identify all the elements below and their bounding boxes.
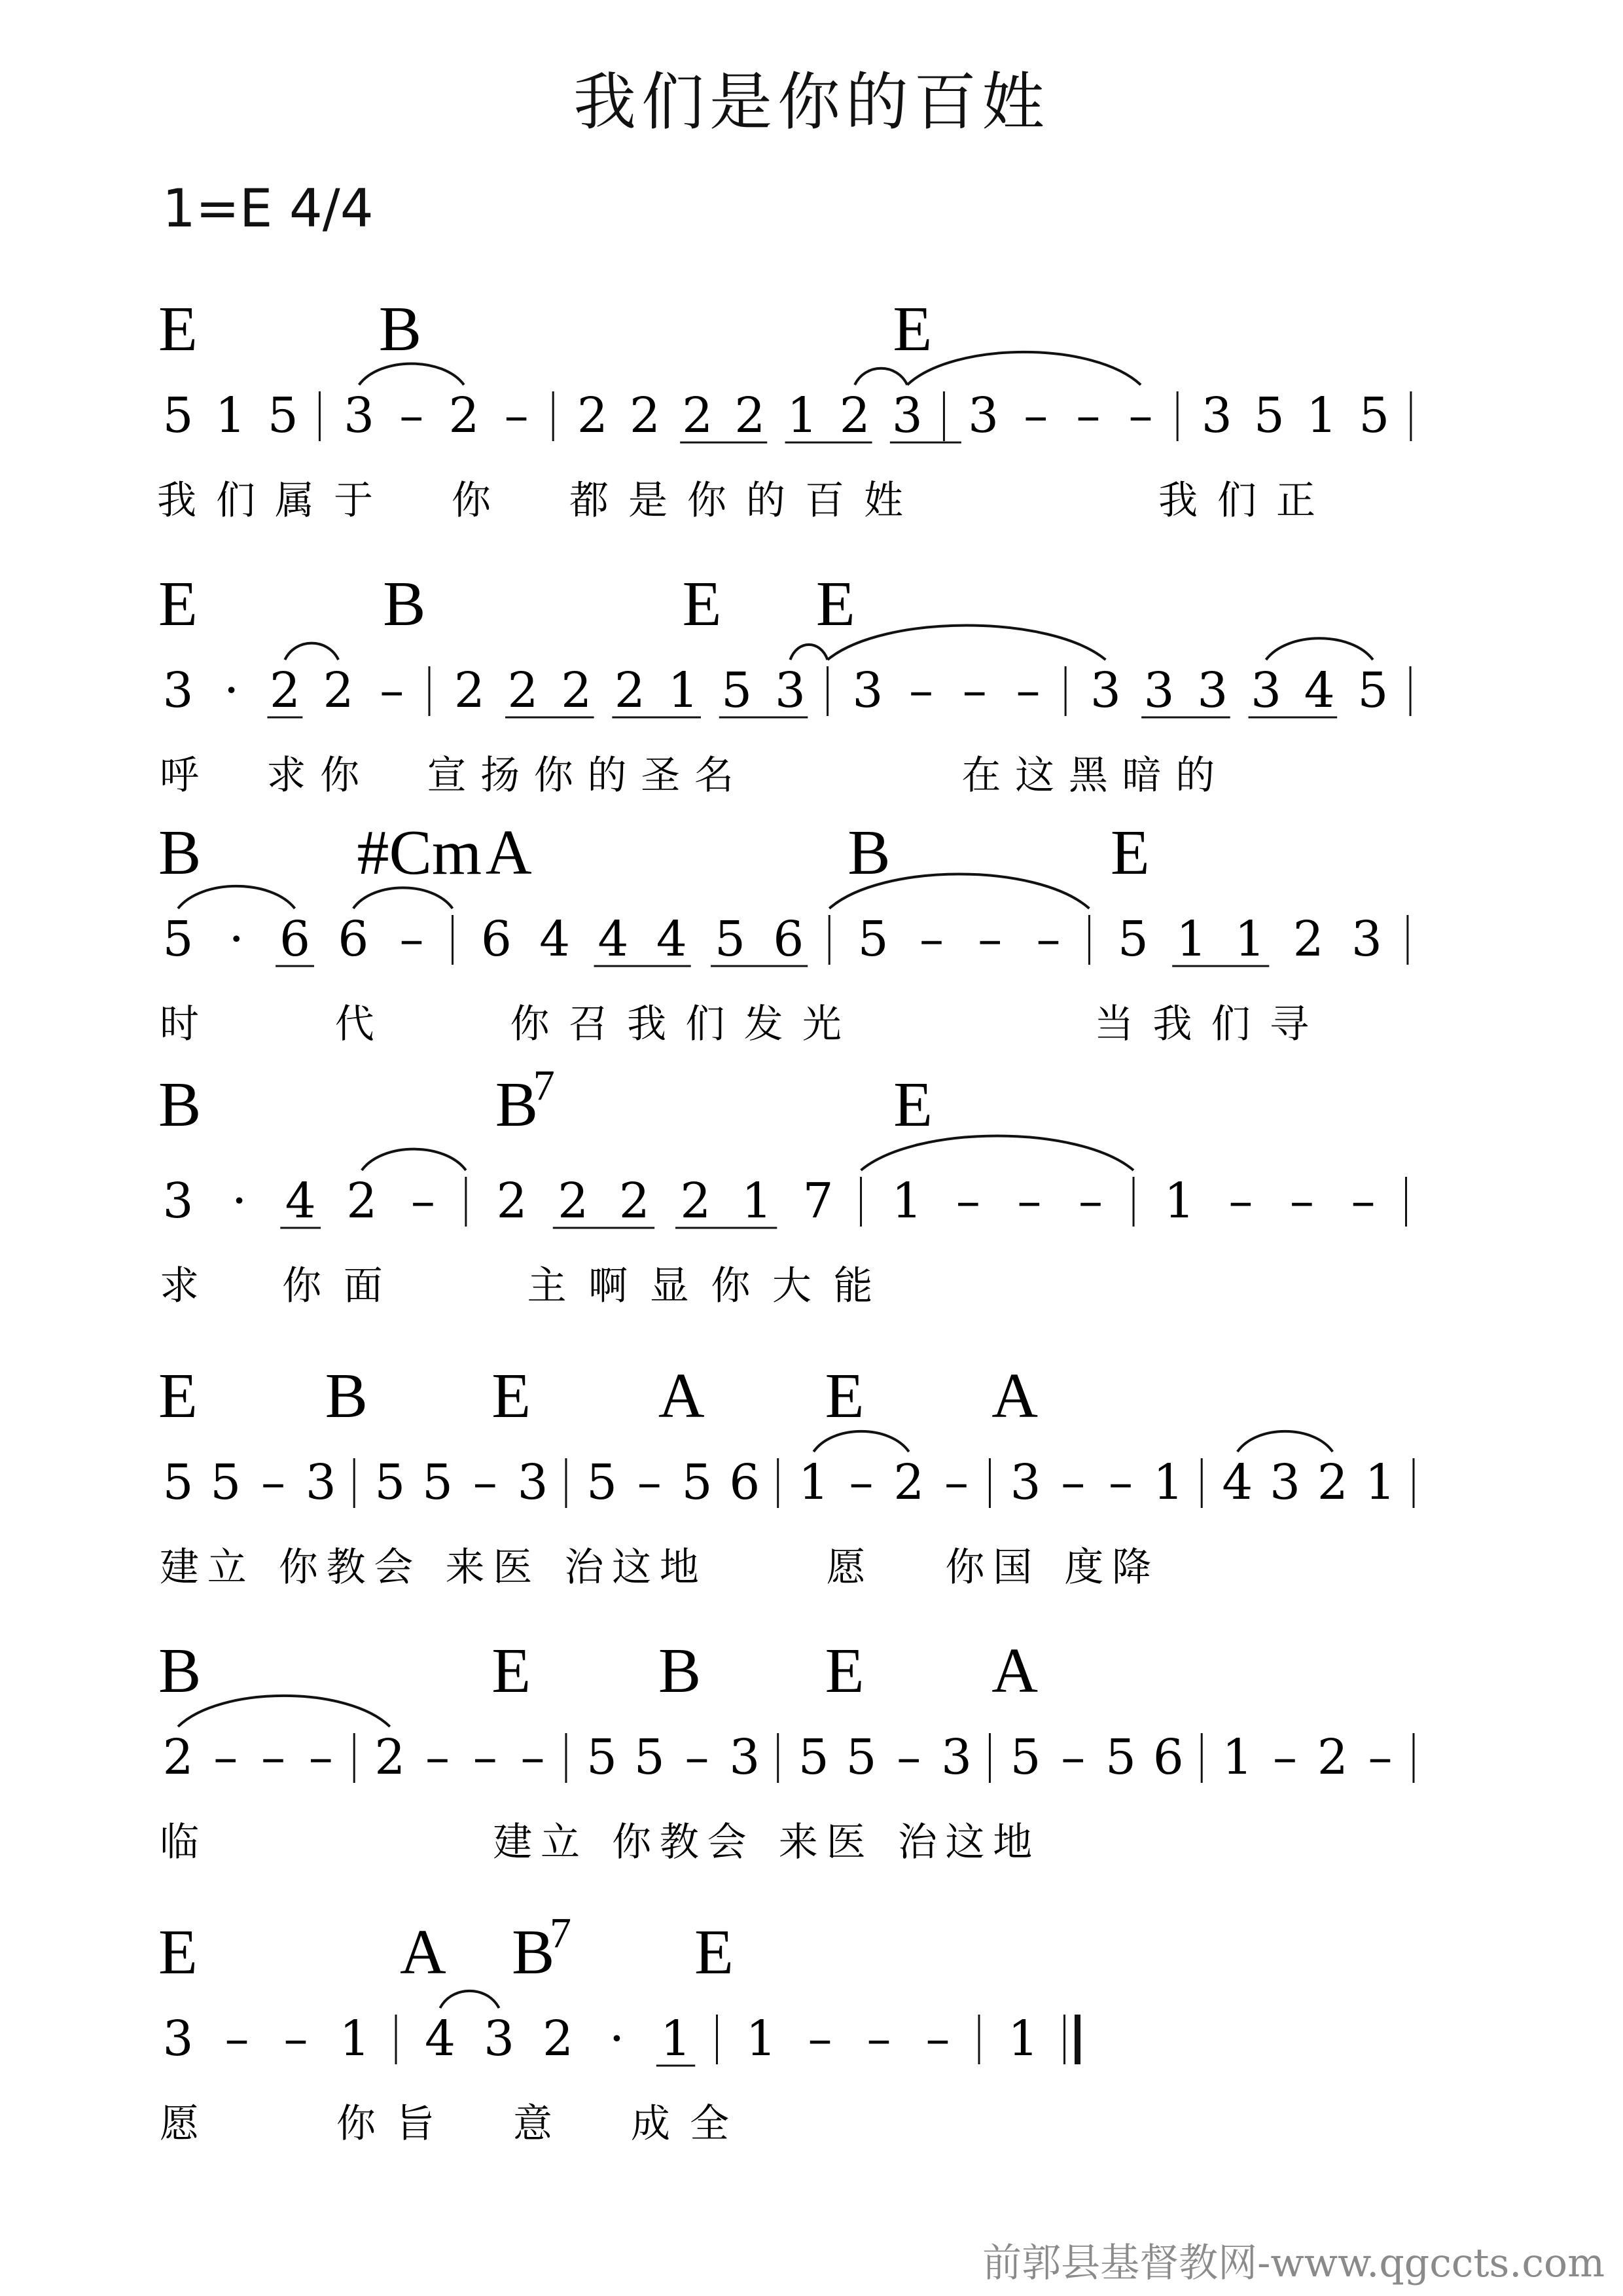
lyric-character: 你: [510, 1001, 550, 1047]
note: 3: [1250, 662, 1282, 719]
chord-symbol: B: [325, 1361, 368, 1431]
lyric-character: 国: [993, 1545, 1033, 1590]
note: 5: [1253, 387, 1285, 444]
note-dash: –: [425, 1729, 450, 1785]
note: 5: [1117, 911, 1149, 967]
lyric-character: 于: [334, 478, 373, 524]
chord-symbol: A: [485, 817, 532, 888]
lyric-character: 旨: [395, 2101, 435, 2147]
note: 2: [558, 1173, 589, 1229]
note-dash: –: [919, 911, 944, 967]
chord-superscript: 7: [533, 1062, 555, 1109]
tie-slur: [828, 626, 1106, 660]
note: 3: [1351, 911, 1382, 967]
lyric-character: 教: [326, 1545, 366, 1590]
chord-symbol: B: [847, 817, 891, 888]
song-title: 我们是你的百姓: [573, 65, 1050, 139]
lyric-character: 临: [160, 1820, 199, 1865]
note-dash: –: [1228, 1173, 1253, 1229]
note: 2: [346, 1173, 378, 1229]
tie-slur: [907, 352, 1141, 385]
note: 3: [774, 662, 806, 719]
note: 2: [496, 1173, 527, 1229]
chord-symbol: A: [658, 1361, 705, 1431]
note: 5: [210, 1454, 241, 1511]
note-dash: –: [1061, 1729, 1086, 1785]
lyric-character: 治: [897, 1820, 937, 1865]
chord-symbol: E: [158, 294, 198, 365]
lyric-character: 你: [612, 1820, 652, 1865]
chord-symbol: B: [158, 1636, 202, 1706]
note-dash: –: [473, 1454, 497, 1511]
note: 4: [1222, 1454, 1253, 1511]
chord-symbol: A: [400, 1917, 446, 1988]
lyric-character: 大: [772, 1263, 812, 1309]
note: 2: [629, 387, 661, 444]
note: 5: [162, 911, 194, 967]
lyric-character: 是: [628, 478, 668, 524]
note: 2: [680, 1173, 711, 1229]
note: 5: [421, 1454, 454, 1511]
tie-slur: [813, 1431, 909, 1452]
tie-slur: [285, 643, 338, 660]
lyric-character: 当: [1094, 1001, 1134, 1047]
note: 2: [323, 662, 354, 719]
note: 3: [1010, 1454, 1041, 1511]
note-dash: –: [261, 1729, 286, 1785]
note: 5: [846, 1729, 877, 1785]
lyric-character: 能: [833, 1263, 873, 1309]
note-dash: –: [1079, 1173, 1103, 1229]
lyric-character: 百: [805, 478, 844, 524]
note-dash: –: [399, 911, 424, 967]
note: 2: [448, 387, 480, 444]
score-system-4: [158, 1062, 1406, 1309]
note: 3: [1270, 1454, 1301, 1511]
lyric-character: 们: [1211, 1001, 1251, 1047]
lyric-character: 这: [612, 1545, 652, 1590]
note: 2: [269, 662, 300, 719]
note-dash: –: [1128, 387, 1153, 444]
note: 3: [162, 1173, 194, 1229]
note-dash: –: [1351, 1173, 1376, 1229]
note-dash: –: [909, 662, 934, 719]
note: 2: [507, 662, 539, 719]
lyric-character: 医: [826, 1820, 866, 1865]
lyric-character: 教: [659, 1820, 699, 1865]
chord-symbol: E: [694, 1917, 734, 1988]
note-dash: –: [866, 2011, 891, 2067]
score-system-6: [158, 1636, 1414, 1865]
lyric-character: 建: [493, 1820, 533, 1865]
lyric-character: 正: [1276, 478, 1315, 524]
note: 3: [305, 1454, 336, 1511]
note: 4: [597, 911, 629, 967]
lyric-character: 地: [993, 1820, 1033, 1865]
note-dash: –: [308, 1729, 333, 1785]
note: 2: [1317, 1454, 1348, 1511]
note-dash: –: [283, 2011, 308, 2067]
lyric-character: 们: [216, 478, 255, 524]
lyric-character: 光: [802, 1001, 842, 1047]
note-dash: –: [1024, 387, 1048, 444]
note-dash: –: [380, 662, 404, 719]
lyric-character: 代: [334, 1001, 374, 1047]
lyric-character: 的: [1175, 753, 1215, 798]
note: 1: [668, 662, 699, 719]
lyric-character: 时: [160, 1001, 199, 1047]
note: 6: [338, 911, 369, 967]
note: 2: [454, 662, 485, 719]
lyric-character: 立: [207, 1545, 247, 1590]
note-dot: ·: [231, 1173, 247, 1229]
note: 7: [802, 1173, 834, 1229]
lyric-character: 我: [627, 1001, 667, 1047]
lyric-character: 圣: [641, 753, 681, 798]
note: 3: [1201, 387, 1232, 444]
note-dash: –: [261, 1454, 286, 1511]
lyric-character: 宣: [427, 753, 467, 798]
note: 3: [729, 1729, 760, 1785]
lyric-character: 你: [687, 478, 726, 524]
note-dash: –: [962, 662, 987, 719]
lyric-character: 这: [1015, 753, 1055, 798]
lyric-character: 我: [157, 478, 196, 524]
note: 5: [1357, 662, 1389, 719]
note: 2: [839, 387, 870, 444]
note: 3: [940, 1729, 972, 1785]
note: 2: [561, 662, 592, 719]
note: 4: [1304, 662, 1335, 719]
tie-slur: [359, 364, 464, 385]
lyric-character: 暗: [1122, 753, 1162, 798]
note: 5: [714, 911, 746, 967]
note: 1: [1007, 2011, 1039, 2067]
note: 1: [1222, 1729, 1253, 1785]
note: 1: [339, 2011, 370, 2067]
note-dash: –: [955, 1173, 980, 1229]
lyric-character: 寻: [1269, 1001, 1309, 1047]
lyric-character: 医: [493, 1545, 533, 1590]
chord-symbol: B: [512, 1917, 555, 1988]
note: 2: [1317, 1729, 1348, 1785]
chord-symbol: E: [158, 569, 198, 639]
lyric-character: 你: [320, 753, 360, 798]
tie-slur: [362, 1149, 466, 1170]
lyric-character: 意: [513, 2101, 552, 2147]
lyric-character: 你: [282, 1263, 322, 1309]
lyric-character: 地: [659, 1545, 699, 1590]
note: 2: [618, 1173, 650, 1229]
note: 4: [656, 911, 687, 967]
lyric-character: 发: [743, 1001, 783, 1047]
note: 2: [682, 387, 713, 444]
note-dash: –: [849, 1454, 874, 1511]
key-signature: 1=E 4/4: [162, 178, 374, 239]
lyric-character: 你: [945, 1545, 985, 1590]
note-dash: –: [1016, 662, 1041, 719]
lyric-character: 你: [452, 478, 491, 524]
note-dash: –: [1076, 387, 1101, 444]
note: 1: [891, 1173, 923, 1229]
note-dot: ·: [228, 911, 245, 967]
lyric-character: 扬: [480, 753, 520, 798]
lyric-character: 求: [160, 1263, 199, 1309]
note: 1: [745, 2011, 777, 2067]
lyric-character: 会: [707, 1820, 747, 1865]
chord-symbol: A: [991, 1361, 1038, 1431]
lyric-character: 我: [1152, 1001, 1192, 1047]
lyric-character: 们: [685, 1001, 725, 1047]
chord-symbol: B: [383, 569, 426, 639]
note: 3: [1197, 662, 1228, 719]
note-dash: –: [1061, 1454, 1086, 1511]
note-dash: –: [410, 1173, 435, 1229]
chord-symbol: B: [378, 294, 422, 365]
lyric-character: 度: [1064, 1545, 1104, 1590]
chord-symbol: #Cm: [357, 817, 482, 888]
note-dash: –: [399, 387, 424, 444]
lyric-character: 黑: [1068, 753, 1108, 798]
note: 5: [1105, 1729, 1137, 1785]
chord-symbol: E: [815, 569, 855, 639]
note: 3: [1090, 662, 1121, 719]
note: 5: [633, 1729, 665, 1785]
note-dot: ·: [609, 2011, 625, 2067]
note: 1: [798, 1454, 829, 1511]
tie-slur: [1238, 1431, 1333, 1452]
note-dash: –: [1109, 1454, 1133, 1511]
website-footer: 前郭县基督教网-www.qgccts.com: [982, 2240, 1605, 2286]
note: 5: [374, 1454, 406, 1511]
note: 1: [1364, 1454, 1396, 1511]
lyric-character: 显: [649, 1263, 689, 1309]
note: 5: [1010, 1729, 1041, 1785]
lyric-character: 降: [1112, 1545, 1152, 1590]
note: 1: [1164, 1173, 1195, 1229]
note: 2: [542, 2011, 574, 2067]
lyric-character: 你: [336, 2101, 376, 2147]
tie-slur: [440, 1991, 499, 2008]
note-dash: –: [473, 1729, 497, 1785]
note: 5: [1359, 387, 1390, 444]
lyric-character: 你: [711, 1263, 751, 1309]
lyric-character: 立: [541, 1820, 580, 1865]
note: 5: [586, 1729, 618, 1785]
note: 3: [852, 662, 883, 719]
note: 3: [1143, 662, 1175, 719]
lyric-character: 们: [1217, 478, 1257, 524]
lyric-character: 主: [527, 1263, 567, 1309]
note: 1: [660, 2011, 692, 2067]
note: 6: [279, 911, 311, 967]
note: 2: [893, 1454, 925, 1511]
note-dot: ·: [223, 662, 240, 719]
tie-slur: [178, 886, 295, 908]
chord-symbol: E: [491, 1361, 531, 1431]
note: 5: [721, 662, 753, 719]
lyric-character: 我: [1158, 478, 1198, 524]
note-dash: –: [925, 2011, 950, 2067]
chord-symbol: E: [158, 1917, 198, 1988]
note: 1: [787, 387, 818, 444]
note: 5: [162, 387, 194, 444]
lyric-character: 来: [445, 1545, 485, 1590]
note: 6: [773, 911, 804, 967]
lyric-character: 成: [631, 2101, 670, 2147]
chord-symbol: E: [893, 1069, 933, 1140]
lyric-character: 求: [266, 753, 306, 798]
lyric-character: 在: [961, 753, 1001, 798]
note: 2: [374, 1729, 406, 1785]
note-dash: –: [224, 2011, 249, 2067]
note-dash: –: [1036, 911, 1061, 967]
note: 2: [1293, 911, 1324, 967]
note: 5: [586, 1454, 618, 1511]
note: 4: [285, 1173, 316, 1229]
lyric-character: 治: [564, 1545, 604, 1590]
note: 5: [162, 1454, 194, 1511]
note: 5: [681, 1454, 713, 1511]
lyric-character: 的: [587, 753, 627, 798]
note: 1: [1152, 1454, 1184, 1511]
lyric-character: 你: [533, 753, 573, 798]
score-system-3: [158, 817, 1408, 1047]
note: 2: [577, 387, 608, 444]
chord-symbol: B: [658, 1636, 702, 1706]
lyric-character: 会: [374, 1545, 414, 1590]
score-system-1: [157, 294, 1411, 524]
lyric-character: 愿: [826, 1545, 866, 1590]
chord-symbol: B: [158, 1069, 202, 1140]
score-system-7: [158, 1909, 1078, 2147]
note-dash: –: [1273, 1729, 1298, 1785]
lyric-character: 都: [569, 478, 609, 524]
tie-slur: [1266, 638, 1372, 660]
chord-symbol: E: [825, 1361, 865, 1431]
note: 5: [798, 1729, 829, 1785]
note: 1: [215, 387, 246, 444]
tie-slur: [178, 1696, 390, 1727]
note: 3: [162, 662, 194, 719]
note: 3: [344, 387, 375, 444]
note-dash: –: [897, 1729, 921, 1785]
note-dash: –: [808, 2011, 832, 2067]
note-dash: –: [1368, 1729, 1393, 1785]
chord-symbol: A: [991, 1636, 1038, 1706]
tie-slur: [855, 368, 907, 385]
chord-symbol: E: [491, 1636, 531, 1706]
note-dash: –: [1289, 1173, 1314, 1229]
lyric-character: 姓: [864, 478, 903, 524]
note-dash: –: [520, 1729, 545, 1785]
lyric-character: 全: [690, 2101, 729, 2147]
chord-symbol: E: [1110, 817, 1150, 888]
lyric-character: 来: [778, 1820, 818, 1865]
note: 3: [483, 2011, 515, 2067]
note: 1: [741, 1173, 772, 1229]
note: 2: [734, 387, 766, 444]
tie-slur: [861, 1136, 1133, 1171]
lyric-character: 名: [694, 753, 734, 798]
chord-symbol: E: [682, 569, 722, 639]
lyric-character: 的: [746, 478, 785, 524]
note-dash: –: [978, 911, 1003, 967]
note: 6: [1152, 1729, 1184, 1785]
lyric-character: 面: [343, 1263, 383, 1309]
note: 3: [517, 1454, 548, 1511]
lyric-character: 愿: [160, 2101, 199, 2147]
note-dash: –: [637, 1454, 662, 1511]
chord-symbol: E: [158, 1361, 198, 1431]
note: 1: [1306, 387, 1338, 444]
note: 4: [424, 2011, 456, 2067]
note: 5: [857, 911, 889, 967]
note-dash: –: [213, 1729, 238, 1785]
lyric-character: 属: [275, 478, 314, 524]
chord-superscript: 7: [550, 1909, 571, 1957]
score-system-2: [158, 569, 1410, 798]
lyric-character: 呼: [160, 753, 199, 798]
note: 3: [968, 387, 999, 444]
note: 2: [162, 1729, 194, 1785]
lyric-character: 你: [278, 1545, 318, 1590]
lyric-character: 啊: [588, 1263, 628, 1309]
chord-symbol: E: [825, 1636, 865, 1706]
note: 5: [267, 387, 298, 444]
tie-slur: [353, 888, 453, 908]
note: 1: [1176, 911, 1207, 967]
note: 6: [729, 1454, 760, 1511]
tie-slur: [790, 645, 827, 660]
note: 6: [480, 911, 512, 967]
note-dash: –: [1017, 1173, 1042, 1229]
note: 4: [539, 911, 571, 967]
note-dash: –: [504, 387, 529, 444]
lyric-character: 召: [568, 1001, 608, 1047]
note-dash: –: [944, 1454, 969, 1511]
note: 3: [891, 387, 923, 444]
note: 1: [1234, 911, 1266, 967]
chord-symbol: B: [158, 817, 202, 888]
chord-symbol: E: [893, 294, 933, 365]
score-system-5: [158, 1361, 1414, 1590]
chord-symbol: B: [495, 1069, 539, 1140]
note-dash: –: [685, 1729, 709, 1785]
note: 2: [614, 662, 645, 719]
note: 3: [162, 2011, 194, 2067]
lyric-character: 这: [945, 1820, 985, 1865]
lyric-character: 建: [160, 1545, 199, 1590]
